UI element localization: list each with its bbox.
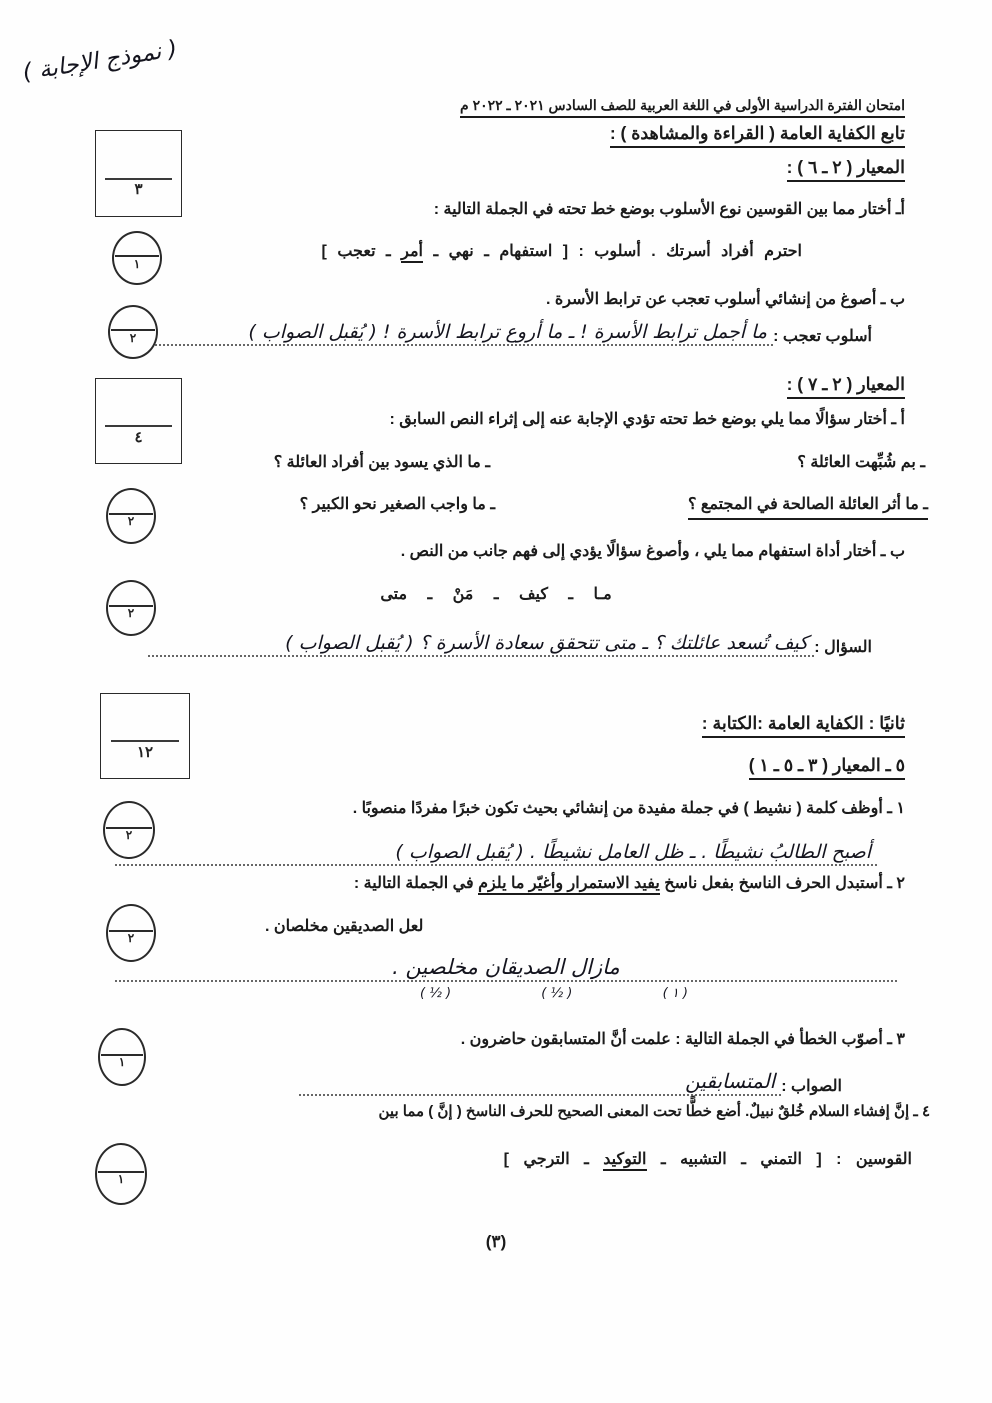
writing-question-4-options	[504, 1149, 912, 1169]
score-box-total: ١٢	[136, 743, 154, 761]
grade-mark: ( ½ )	[541, 986, 573, 1001]
writing-question-3: ٣ ـ أصوّب الخطأ في الجملة التالية : علمت أنَّ المتسابقون حاضرون .	[460, 1031, 905, 1048]
bracket-close: ]	[321, 243, 327, 260]
option-tarajji: الترجي	[523, 1151, 570, 1168]
grade-marks-row	[420, 986, 688, 1001]
mark-circle-2-7-b	[106, 580, 156, 636]
handwritten-answer-2-7-b: كيف تُسعد عائلتك ؟ ـ متى تتحقق سعادة الأسرة ؟ ( يُقبل الصواب )	[285, 632, 809, 654]
mark-circle-q3	[98, 1028, 146, 1086]
score-box-total: ٤	[134, 428, 143, 446]
standard-2-6-title: المعيار ( ٢ ـ ٦ ) :	[787, 157, 905, 182]
writing-question-4-line1: ٤ ـ إنَّ إفشاء السلام خُلقٌ نبيلٌ. أضع خطًّا تحت المعنى الصحيح للحرف الناسخ ( إنَّ ) مما بين	[378, 1103, 930, 1120]
mark-circle-q1	[103, 801, 155, 859]
page-number: (٣)	[485, 1232, 507, 1251]
standard-3-5-1-title: ٥ ـ المعيار ( ٣ ـ ٥ ـ ١ )	[749, 755, 905, 780]
score-box-total: ٣	[134, 181, 143, 199]
handwritten-answer-2-6-b: ما أجمل ترابط الأسرة ! ـ ما أروع ترابط الأسرة ! ( يُقبل الصواب )	[248, 321, 768, 343]
answer-line-q2	[115, 946, 897, 982]
answer-line-2-7-b	[148, 617, 872, 657]
option-nahy: نهي	[448, 243, 474, 260]
section-writing-title: ثانيًا : الكفاية العامة :الكتابة :	[702, 713, 905, 738]
score-box-reading-1	[95, 130, 182, 217]
score-box-writing	[100, 693, 190, 779]
question-2-7-a: أ ـ أختار سؤالًا مما يلي بوضع خط تحته تؤدي الإجابة عنه إلى إثراء النص السابق :	[389, 411, 905, 428]
option-amr-underlined: أمر	[401, 243, 423, 263]
q2-tail: في الجملة التالية :	[353, 875, 479, 892]
section-reading-title: تابع الكفاية العامة ( القراءة والمشاهدة ) :	[610, 123, 905, 148]
option-taajjub: تعجب	[337, 243, 376, 260]
dash-separator: ـ	[660, 1151, 666, 1168]
choice-what-prevails: ـ ما الذي يسود بين أفراد العائلة ؟	[273, 454, 490, 471]
exam-title: امتحان الفترة الدراسية الأولى في اللغة العربية للصف السادس ٢٠٢١ ـ ٢٠٢٢ م	[460, 97, 905, 118]
q2-sentence: لعل الصديقين مخلصان .	[265, 918, 424, 935]
handwritten-answer-q2: مازال الصديقان مخلصين .	[392, 955, 620, 979]
score-box-reading-2	[95, 378, 182, 464]
question-2-7-b: ب ـ أختار أداة استفهام مما يلي ، وأصوغ سؤالًا يؤدي إلى فهم جانب من النص .	[400, 543, 905, 560]
answer-label: أسلوب تعجب :	[773, 328, 872, 345]
question-2-6-a: أـ أختار مما بين القوسين نوع الأسلوب بوضع خط تحته في الجملة التالية :	[433, 201, 905, 218]
mark-value: ٢	[127, 514, 135, 529]
dash-separator: ـ	[741, 1151, 746, 1168]
answer-label: الصواب :	[781, 1078, 842, 1095]
mark-value: ٢	[129, 330, 137, 345]
grade-mark: ( ½ )	[420, 986, 452, 1001]
choice-duty-of-young: ـ ما واجب الصغير نحو الكبير ؟	[299, 496, 495, 513]
mark-value: ٢	[125, 828, 133, 843]
answer-model-note: ( نموذج الإجابة )	[20, 35, 180, 87]
mark-circle-2-6-b	[108, 305, 158, 359]
q4-lead: القوسين : [	[816, 1151, 912, 1168]
option-tamanni: التمني	[760, 1151, 802, 1168]
q2-underlined-phrase: يفيد الاستمرار وأغيّر ما يلزم	[478, 875, 660, 895]
writing-question-2	[354, 873, 905, 893]
mark-value: ٢	[127, 931, 135, 946]
option-tashbih: التشبيه	[680, 1151, 727, 1168]
handwritten-answer-q1: أصبح الطالبُ نشيطًا . ـ ظل العامل نشيطًا . ( يُقبل الصواب )	[395, 841, 871, 863]
option-tawkid-underlined: التوكيد	[603, 1151, 646, 1171]
sentence-lead: احترم أفراد أسرتك . أسلوب : [	[562, 243, 802, 260]
dash-separator: ـ	[433, 243, 439, 260]
sentence-with-style-options	[322, 241, 802, 261]
answer-line-q3	[300, 1060, 842, 1096]
answer-line-2-6-b	[152, 310, 872, 346]
standard-2-7-title: المعيار ( ٢ ـ ٧ ) :	[787, 374, 905, 399]
mark-circle-2-6-a	[112, 231, 162, 285]
mark-value: ١	[133, 256, 141, 271]
dash-separator: ـ	[584, 1151, 589, 1168]
mark-value: ١	[118, 1055, 126, 1070]
mark-circle-q4	[95, 1143, 147, 1205]
bracket-close: ]	[503, 1151, 509, 1168]
choice-family-compared: ـ بم شُبِّهت العائلة ؟	[797, 454, 925, 471]
writing-question-1: ١ ـ أوظف كلمة ( نشيط ) في جملة مفيدة من إنشائي بحيث تكون خبرًا مفردًا منصوبًا .	[352, 800, 905, 817]
mark-circle-2-7-a	[106, 488, 156, 544]
answer-label: السؤال :	[814, 639, 872, 656]
q2-lead: ٢ ـ أستبدل الحرف الناسخ بفعل ناسخ	[659, 875, 905, 892]
question-2-6-b: ب ـ أصوغ من إنشائي أسلوب تعجب عن ترابط الأسرة .	[545, 291, 905, 308]
interrogative-tools-list: مـا ـ كيف ـ مَنْ ـ متى	[380, 586, 612, 603]
mark-circle-q2	[106, 904, 156, 962]
answer-line-q1	[115, 830, 877, 866]
mark-value: ١	[117, 1172, 125, 1187]
mark-value: ٢	[127, 606, 135, 621]
choice-family-effect-underlined: ـ ما أثر العائلة الصالحة في المجتمع ؟	[688, 494, 928, 520]
dash-separator: ـ	[484, 243, 489, 260]
dash-separator: ـ	[386, 243, 391, 260]
option-istifham: استفهام	[499, 243, 553, 260]
grade-mark: ( ١ )	[662, 986, 688, 1001]
handwritten-answer-q3: المتسابقين	[685, 1069, 776, 1093]
